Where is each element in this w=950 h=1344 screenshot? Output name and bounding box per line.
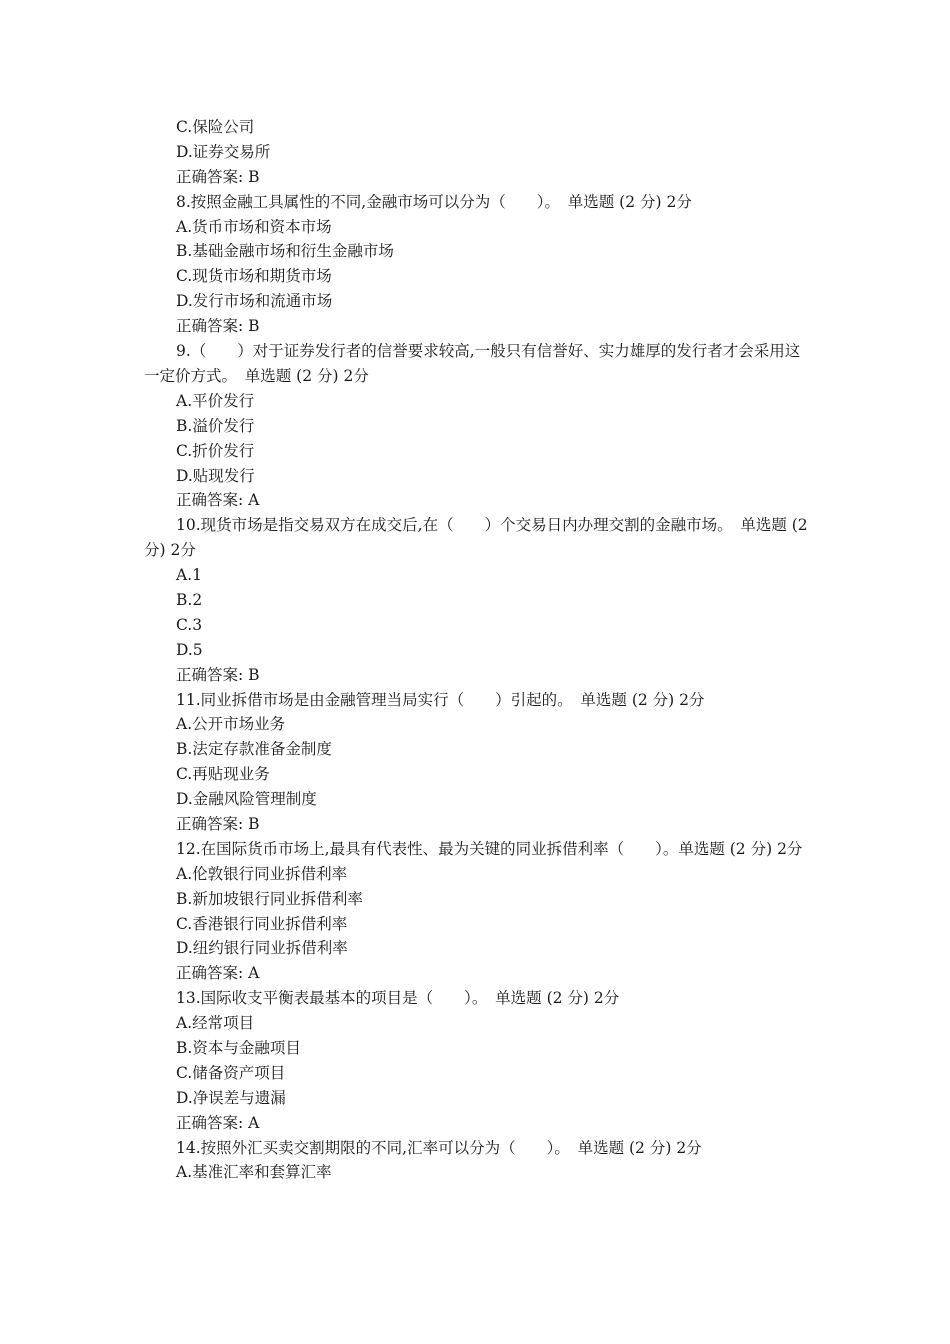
question-text: 10.现货市场是指交易双方在成交后,在（ ）个交易日内办理交割的金融市场。 单选题 (2 分) 2分 [144,516,808,560]
question-text: 14.按照外汇买卖交割期限的不同,汇率可以分为（ ）。 单选题 (2 分) 2分 [176,1138,702,1157]
answer-option: C.3 [176,615,203,634]
answer-option: B.新加坡银行同业拆借利率 [176,889,363,908]
answer-option: C.香港银行同业拆借利率 [176,914,348,933]
answer-option: C.折价发行 [176,441,255,460]
question-text: 12.在国际货币市场上,最具有代表性、最为关键的同业拆借利率（ ）。单选题 (2 分) 2分 [176,839,803,858]
question-text: 11.同业拆借市场是由金融管理当局实行（ ）引起的。 单选题 (2 分) 2分 [176,690,705,709]
answer-option: C.保险公司 [176,118,255,136]
answer-option: A.基准汇率和套算汇率 [176,1163,332,1182]
question-list [144,115,814,1185]
correct-answer: 正确答案: A [176,1113,260,1132]
correct-answer: 正确答案: B [176,317,260,336]
question-text: 9.（ ）对于证券发行者的信誉要求较高,一般只有信誉好、实力雄厚的发行者才会采用这一定价方式。 单选题 (2 分) 2分 [144,342,801,385]
answer-option: D.纽约银行同业拆借利率 [176,939,348,958]
answer-option: B.2 [176,590,203,609]
answer-option: D.发行市场和流通市场 [176,292,333,311]
answer-option: A.1 [176,566,202,585]
correct-answer: 正确答案: A [176,964,260,983]
answer-option: D.金融风险管理制度 [176,790,317,809]
correct-answer: 正确答案: B [176,167,260,186]
correct-answer: 正确答案: B [176,815,260,833]
answer-option: C.储备资产项目 [176,1063,286,1082]
answer-option: B.资本与金融项目 [176,1039,301,1058]
answer-option: D.净误差与遗漏 [176,1088,286,1107]
answer-option: D.贴现发行 [176,466,255,485]
correct-answer: 正确答案: B [176,665,260,684]
question-text: 8.按照金融工具属性的不同,金融市场可以分为（ ）。 单选题 (2 分) 2分 [176,192,692,211]
answer-option: A.平价发行 [176,391,255,410]
answer-option: D.证券交易所 [176,142,271,161]
answer-option: A.公开市场业务 [176,715,286,734]
answer-option: A.货币市场和资本市场 [176,217,332,236]
answer-option: B.法定存款准备金制度 [176,740,332,759]
answer-option: B.溢价发行 [176,416,255,435]
answer-option: C.现货市场和期货市场 [176,267,332,286]
answer-option: D.5 [176,640,203,659]
answer-option: A.伦敦银行同业拆借利率 [176,864,348,883]
answer-option: C.再贴现业务 [176,765,270,784]
question-text: 13.国际收支平衡表最基本的项目是（ ）。 单选题 (2 分) 2分 [176,989,620,1008]
answer-option: A.经常项目 [176,1014,255,1033]
answer-option: B.基础金融市场和衍生金融市场 [176,242,394,261]
correct-answer: 正确答案: A [176,491,260,510]
